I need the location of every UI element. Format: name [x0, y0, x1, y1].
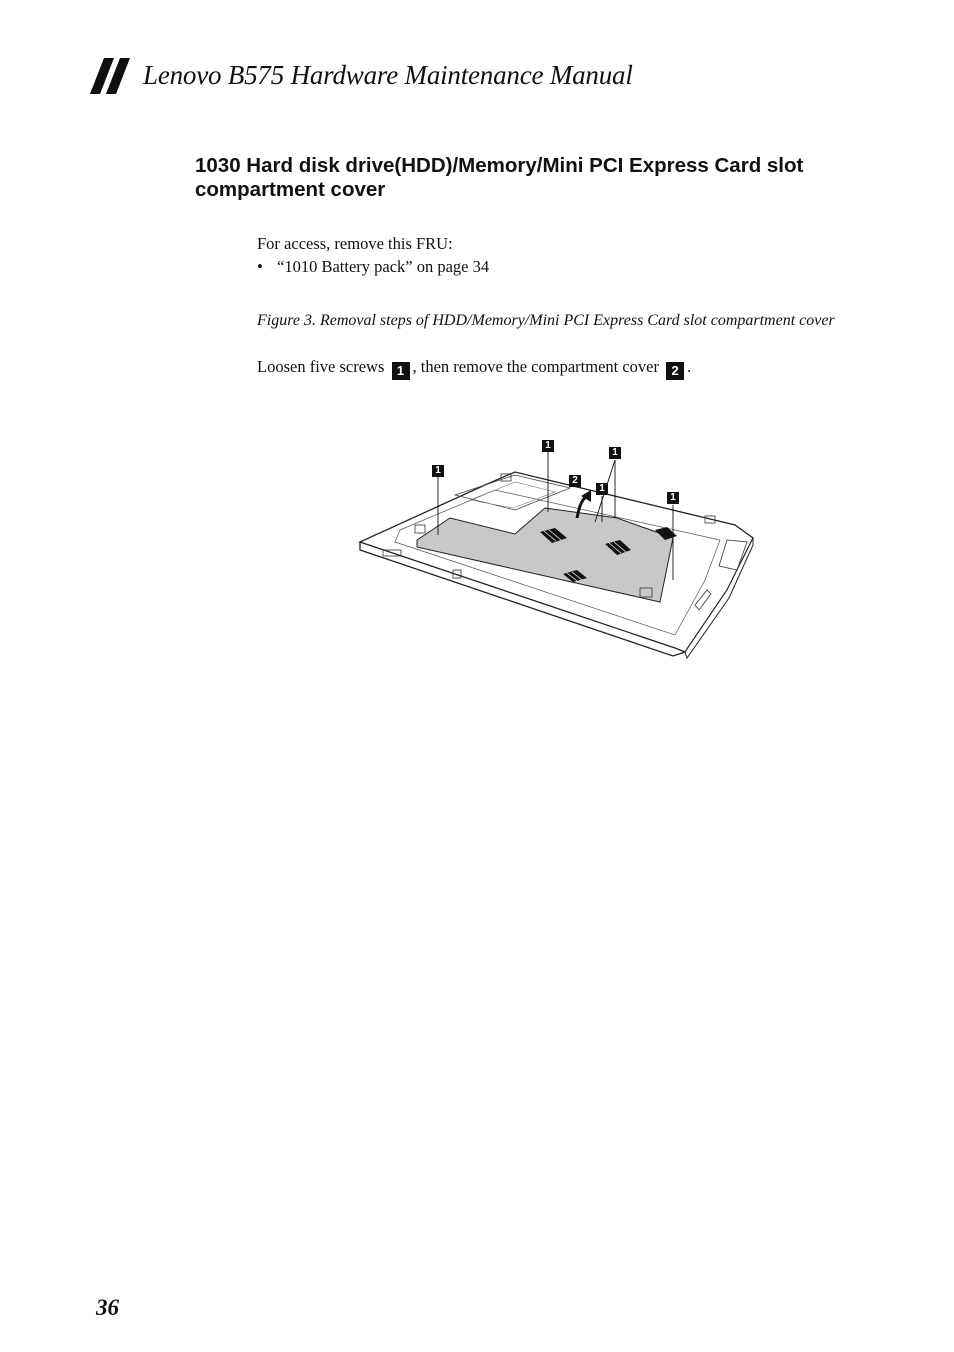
header-slash-icon: [90, 58, 134, 94]
page-number: 36: [96, 1295, 119, 1320]
figure-caption: Figure 3. Removal steps of HDD/Memory/Mini PCI Express Card slot compartment cover: [257, 312, 835, 329]
step-1-badge: 1: [392, 362, 410, 380]
instruction-part-3: .: [687, 357, 692, 376]
step-2-badge: 2: [666, 362, 684, 380]
battery-pack-link[interactable]: “1010 Battery pack” on page 34: [277, 257, 490, 276]
callout-1-badge: 1: [432, 465, 444, 477]
callout-1-badge: 1: [667, 492, 679, 504]
instruction-part-1: Loosen five screws: [257, 357, 385, 376]
instruction-part-2: , then remove the compartment cover: [412, 357, 660, 376]
section-heading: 1030 Hard disk drive(HDD)/Memory/Mini PCI Express Card slot compartment cover: [195, 154, 804, 201]
laptop-bottom-drawing: [355, 430, 765, 670]
bullet-icon: •: [257, 257, 263, 276]
access-intro: For access, remove this FRU:: [257, 234, 453, 253]
callout-1-badge: 1: [609, 447, 621, 459]
callout-1-badge: 1: [542, 440, 554, 452]
callout-1-badge: 1: [596, 483, 608, 495]
manual-title: Lenovo B575 Hardware Maintenance Manual: [143, 60, 633, 90]
laptop-bottom-illustration: [355, 430, 765, 670]
callout-2-badge: 2: [569, 475, 581, 487]
instruction-text: [257, 356, 691, 380]
access-list-item: [257, 256, 489, 278]
